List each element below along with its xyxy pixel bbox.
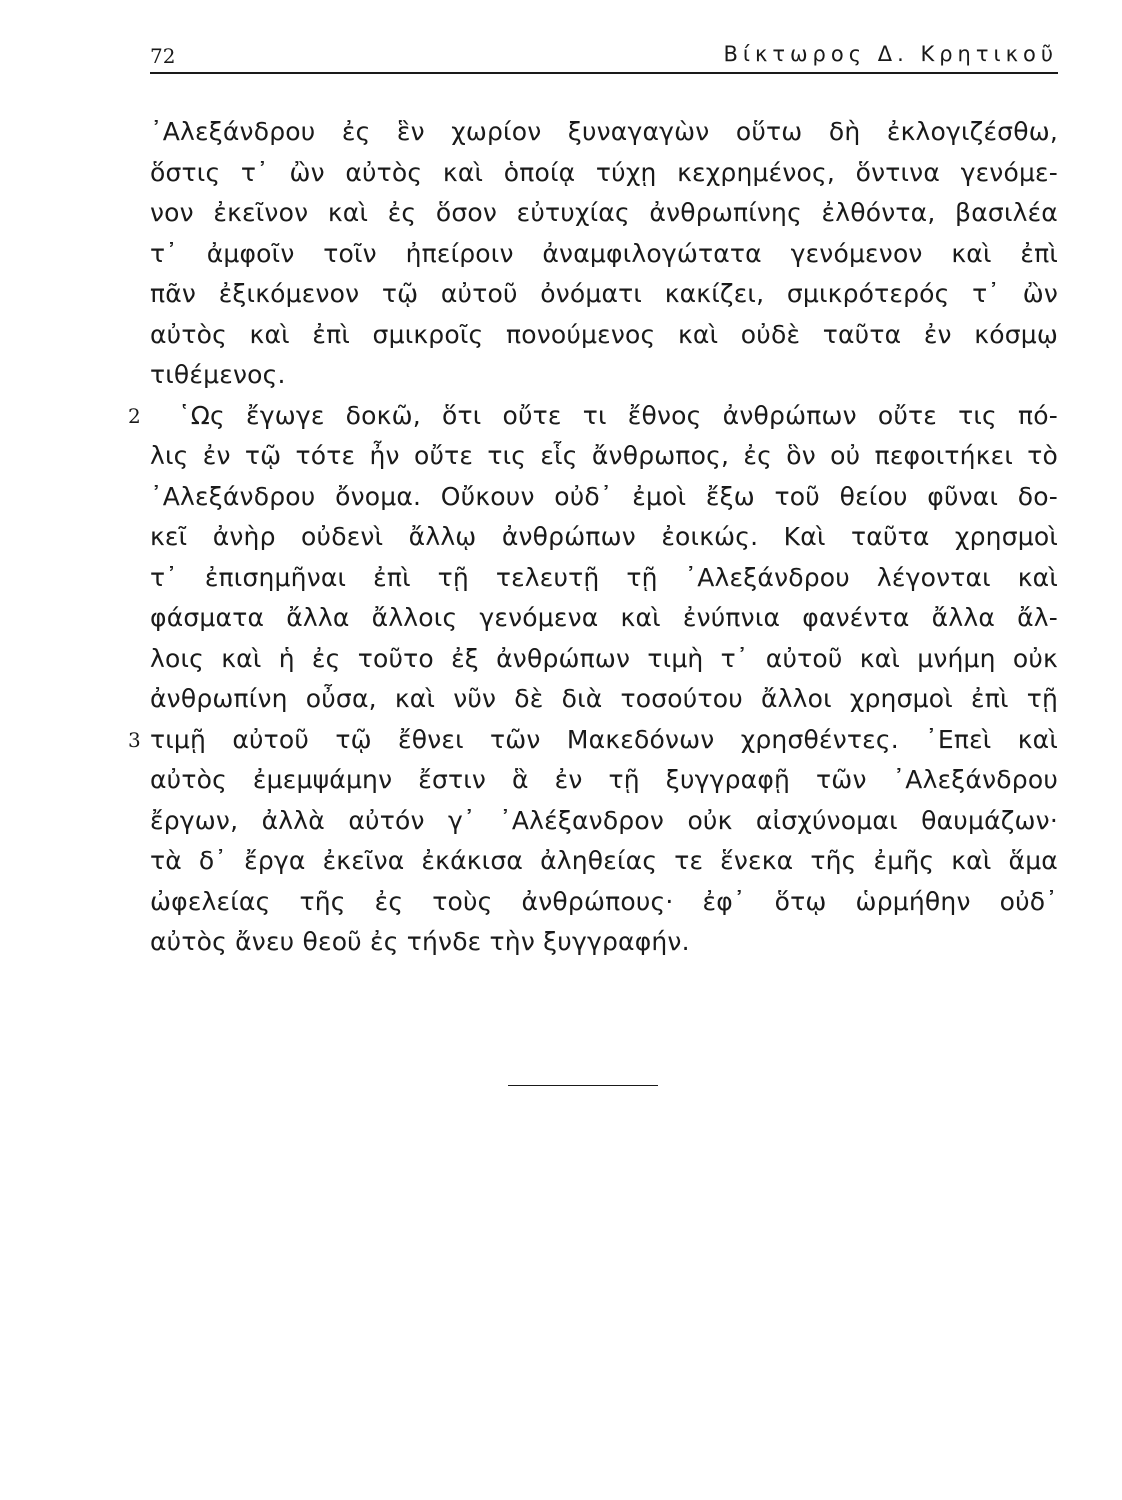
header-rule bbox=[150, 72, 1058, 74]
line-text: ὅστις τ᾿ ὢν αὐτὸς καὶ ὁποίᾳ τύχῃ κεχρημένος, ὅντινα γενόμε- bbox=[150, 157, 1058, 187]
text-line bbox=[150, 477, 1058, 518]
text-line bbox=[128, 720, 1058, 761]
section-number: 3 bbox=[128, 727, 141, 752]
text-line bbox=[150, 517, 1058, 558]
text-line bbox=[150, 801, 1058, 842]
text-line bbox=[150, 639, 1058, 680]
text-line bbox=[150, 153, 1058, 194]
text-line bbox=[150, 882, 1058, 923]
line-text: ἔργων, ἀλλὰ αὐτόν γ᾿ ᾿Αλέξανδρον οὐκ αἰσχύνομαι θαυμάζων· bbox=[150, 805, 1058, 835]
line-text: ᾿Αλεξάνδρου ὄνομα. Οὔκουν οὐδ᾿ ἐμοὶ ἔξω τοῦ θείου φῦναι δο- bbox=[150, 481, 1058, 511]
text-line bbox=[150, 679, 1058, 720]
text-line bbox=[150, 558, 1058, 599]
text-line bbox=[150, 274, 1058, 315]
line-text: αὐτὸς ἐμεμψάμην ἔστιν ἃ ἐν τῇ ξυγγραφῇ τῶν ᾿Αλεξάνδρου bbox=[150, 765, 1058, 794]
page-number: 72 bbox=[150, 44, 176, 68]
line-text: αὐτὸς καὶ ἐπὶ σμικροῖς πονούμενος καὶ οὐδὲ ταῦτα ἐν κόσμῳ bbox=[150, 319, 1058, 349]
text-line bbox=[150, 841, 1058, 882]
running-title: Βίκτωρος Δ. Κρητικοῦ bbox=[723, 42, 1058, 66]
line-text: τιθέμενος. bbox=[150, 360, 286, 389]
text-line bbox=[150, 234, 1058, 275]
line-text: λις ἐν τῷ τότε ἦν οὔτε τις εἷς ἄνθρωπος, ἐς ὃν οὐ πεφοιτήκει τὸ bbox=[150, 441, 1058, 470]
line-text: φάσματα ἄλλα ἄλλοις γενόμενα καὶ ἐνύπνια φανέντα ἄλλα ἄλ- bbox=[150, 603, 1058, 632]
text-line bbox=[150, 760, 1058, 801]
text-line bbox=[150, 922, 1058, 963]
greek-text-block bbox=[128, 112, 1058, 963]
line-text: ῾Ως ἔγωγε δοκῶ, ὅτι οὔτε τι ἔθνος ἀνθρώπων οὔτε τις πό- bbox=[178, 400, 1058, 430]
line-text: λοις καὶ ἡ ἐς τοῦτο ἐξ ἀνθρώπων τιμὴ τ᾿ αὐτοῦ καὶ μνήμη οὐκ bbox=[150, 643, 1058, 673]
line-text: τ᾿ ἐπισημῆναι ἐπὶ τῇ τελευτῇ τῇ ᾿Αλεξάνδρου λέγονται καὶ bbox=[150, 562, 1058, 592]
line-text: τ᾿ ἀμφοῖν τοῖν ἠπείροιν ἀναμφιλογώτατα γενόμενον καὶ ἐπὶ bbox=[150, 238, 1058, 268]
line-text: ᾿Αλεξάνδρου ἐς ἓν χωρίον ξυναγαγὼν οὕτω δὴ ἐκλογιζέσθω, bbox=[150, 117, 1058, 146]
text-line bbox=[150, 193, 1058, 234]
end-rule bbox=[508, 1085, 658, 1086]
text-line bbox=[150, 315, 1058, 356]
line-text: τὰ δ᾿ ἔργα ἐκεῖνα ἐκάκισα ἀληθείας τε ἕνεκα τῆς ἐμῆς καὶ ἅμα bbox=[150, 846, 1058, 875]
section-number: 2 bbox=[128, 403, 141, 428]
line-text: τιμῇ αὐτοῦ τῷ ἔθνει τῶν Μακεδόνων χρησθέντες. ᾿Επεὶ καὶ bbox=[150, 724, 1058, 754]
text-line bbox=[150, 436, 1058, 477]
text-line bbox=[150, 598, 1058, 639]
line-text: κεῖ ἀνὴρ οὐδενὶ ἄλλῳ ἀνθρώπων ἐοικώς. Καὶ ταῦτα χρησμοὶ bbox=[150, 522, 1058, 551]
line-text: πᾶν ἐξικόμενον τῷ αὐτοῦ ὀνόματι κακίζει, σμικρότερός τ᾿ ὢν bbox=[150, 279, 1058, 308]
line-text: νον ἐκεῖνον καὶ ἐς ὅσον εὐτυχίας ἀνθρωπίνης ἐλθόντα, βασιλέα bbox=[150, 198, 1058, 227]
line-text: ὠφελείας τῆς ἐς τοὺς ἀνθρώπους· ἐφ᾿ ὅτῳ ὡρμήθην οὐδ᾿ bbox=[150, 886, 1058, 916]
line-text: αὐτὸς ἄνευ θεοῦ ἐς τήνδε τὴν ξυγγραφήν. bbox=[150, 927, 690, 956]
text-line bbox=[128, 396, 1058, 437]
line-text: ἀνθρωπίνη οὖσα, καὶ νῦν δὲ διὰ τοσούτου ἄλλοι χρησμοὶ ἐπὶ τῇ bbox=[150, 684, 1058, 713]
running-head bbox=[150, 40, 1058, 74]
text-line bbox=[150, 112, 1058, 153]
text-line bbox=[150, 355, 1058, 396]
